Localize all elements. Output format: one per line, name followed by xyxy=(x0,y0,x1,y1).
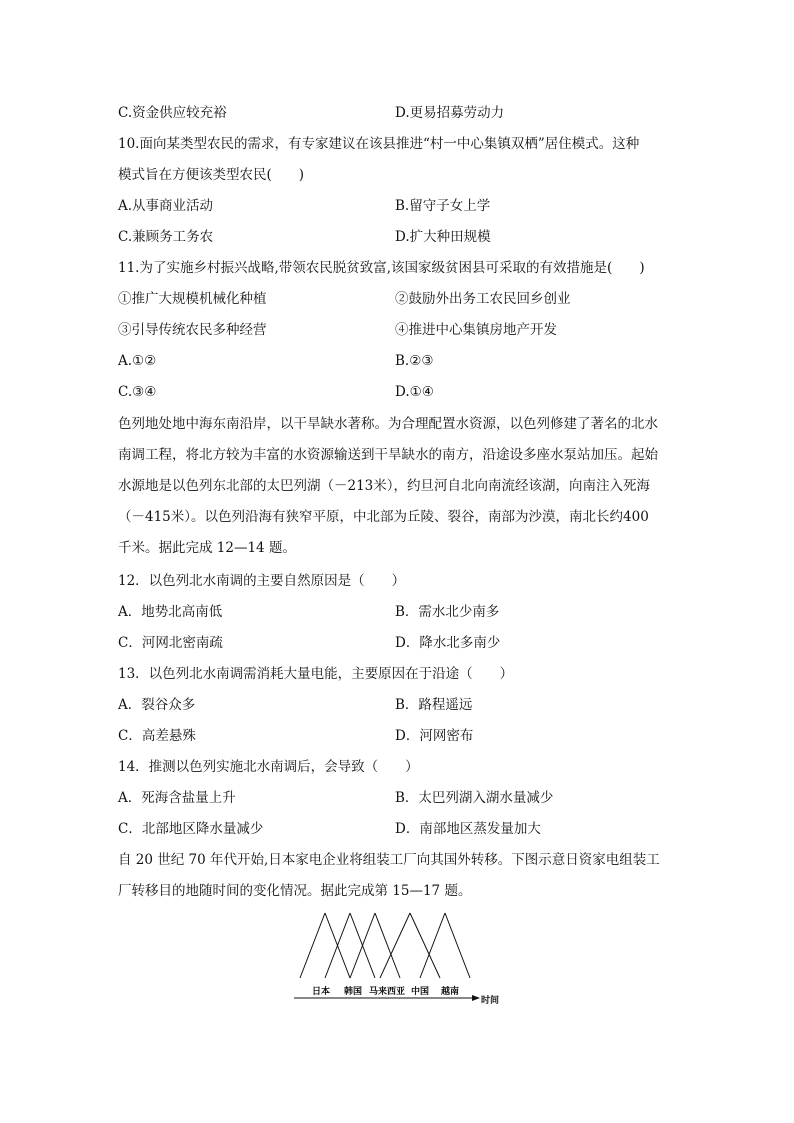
q11-item-2: ②鼓励外出务工农民回乡创业 xyxy=(395,291,571,307)
time-axis-arrowhead xyxy=(472,995,480,1001)
q10-option-a: A.从事商业活动 xyxy=(118,198,214,214)
peak-line-malaysia-down xyxy=(375,913,400,978)
q12-option-a: A．地势北高南低 xyxy=(118,604,223,620)
q11-option-a: A.①② xyxy=(118,353,157,369)
q10-option-c: C.兼顾务工务农 xyxy=(118,229,214,245)
q9-option-d: D.更易招募劳动力 xyxy=(395,105,505,121)
country-label: 马来西亚 xyxy=(369,987,406,997)
q12-option-d: D．降水北多南少 xyxy=(395,635,501,651)
q10-option-b: B.留守子女上学 xyxy=(395,198,491,214)
q11-item-1: ①推广大规模机械化种植 xyxy=(118,291,267,307)
q10-stem-line1: 10.面向某类型农民的需求，有专家建议在该县推进“村一中心集镇双栖”居住模式。这种 xyxy=(118,136,640,152)
country-label: 越南 xyxy=(441,987,460,997)
q12-option-c: C．河网北密南疏 xyxy=(118,635,223,651)
passage-line: （－415米）。以色列沿海有狭窄平原，中北部为丘陵、裂谷，南部为沙漠，南北长约400 xyxy=(118,509,649,525)
passage-line: 水源地是以色列东北部的太巴列湖（－213米），约旦河自北向南流经该湖，向南注入死海 xyxy=(118,478,651,494)
q10-option-d: D.扩大种田规模 xyxy=(395,229,491,245)
transfer-diagram xyxy=(290,910,510,1010)
q14-stem: 14．推测以色列实施北水南调后，会导致（ ） xyxy=(118,759,419,775)
peak-line-vietnam-down xyxy=(445,913,470,978)
q12-stem: 12．以色列北水南调的主要自然原因是（ ） xyxy=(118,573,406,589)
q14-option-c: C．北部地区降水量减少 xyxy=(118,821,264,837)
japan-passage-line2: 厂转移目的地随时间的变化情况。据此完成第 15—17 题。 xyxy=(118,883,472,899)
q14-option-a: A．死海含盐量上升 xyxy=(118,790,236,806)
q12-option-b: B．需水北少南多 xyxy=(395,604,500,620)
q13-option-d: D．河网密布 xyxy=(395,728,474,744)
time-axis-label: 时间 xyxy=(481,996,500,1006)
peak-line-japan-up xyxy=(300,913,325,978)
transfer-diagram-svg xyxy=(290,910,510,1010)
q11-option-d: D.①④ xyxy=(395,384,434,400)
japan-passage-line1: 自 20 世纪 70 年代开始,日本家电企业将组装工厂向其国外转移。下图示意日资家电组装工 xyxy=(118,852,660,868)
q9-option-c: C.资金供应较充裕 xyxy=(118,105,227,121)
q13-option-c: C．高差悬殊 xyxy=(118,728,196,744)
q14-option-b: B．太巴列湖入湖水量减少 xyxy=(395,790,554,806)
country-label: 中国 xyxy=(411,987,430,997)
q11-stem: 11.为了实施乡村振兴战略,带领农民脱贫致富,该国家级贫困县可采取的有效措施是( ) xyxy=(118,260,645,276)
q11-option-b: B.②③ xyxy=(395,353,434,369)
country-label: 日本 xyxy=(312,987,331,997)
peak-line-china-up xyxy=(380,913,410,978)
q11-item-4: ④推进中心集镇房地产开发 xyxy=(395,322,557,338)
q10-stem-line2: 模式旨在方便该类型农民( ) xyxy=(118,167,305,183)
q14-option-d: D．南部地区蒸发量加大 xyxy=(395,821,541,837)
passage-line: 千米。据此完成 12—14 题。 xyxy=(118,540,296,556)
q13-option-a: A．裂谷众多 xyxy=(118,697,196,713)
country-label: 韩国 xyxy=(344,987,363,997)
passage-line: 南调工程，将北方较为丰富的水资源输送到干旱缺水的南方，沿途设多座水泵站加压。起始 xyxy=(118,447,658,463)
q13-option-b: B．路程遥远 xyxy=(395,697,473,713)
q11-option-c: C.③④ xyxy=(118,384,157,400)
peak-line-china-down xyxy=(410,913,440,978)
q11-item-3: ③引导传统农民多种经营 xyxy=(118,322,267,338)
israel-passage xyxy=(118,409,680,564)
q13-stem: 13．以色列北水南调需消耗大量电能，主要原因在于沿途（ ） xyxy=(118,666,514,682)
passage-line: 色列地处地中海东南沿岸，以干旱缺水著称。为合理配置水资源，以色列修建了著名的北水 xyxy=(118,416,658,432)
peak-line-vietnam-up xyxy=(420,913,445,978)
